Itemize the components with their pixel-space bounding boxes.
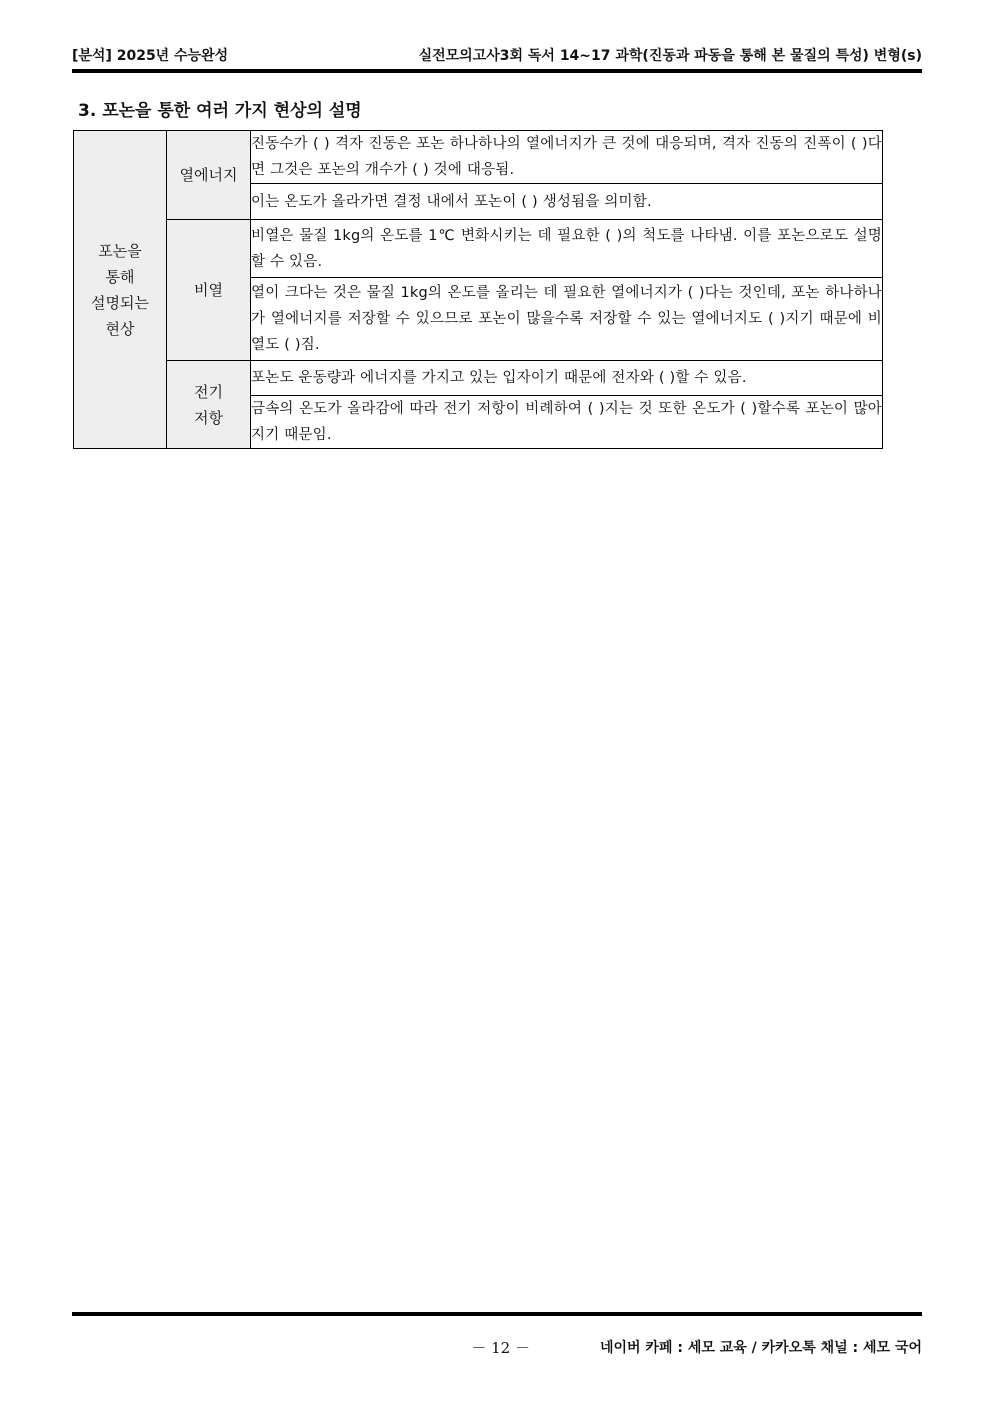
page-number: － 12 － (471, 1339, 530, 1357)
description-cell: 진동수가 ( ) 격자 진동은 포논 하나하나의 열에너지가 큰 것에 대응되며, 격자 진동의 진폭이 ( )다면 그것은 포논의 개수가 ( ) 것에 대응됨. (251, 131, 883, 184)
group-label: 비열 (194, 281, 223, 299)
page-footer (72, 1335, 922, 1359)
page-header (72, 42, 922, 66)
category-label: 포논을 통해 설명되는 현상 (91, 241, 149, 338)
footer-divider (72, 1312, 922, 1316)
section-title: 3. 포논을 통한 여러 가지 현상의 설명 (78, 101, 362, 121)
group-label: 열에너지 (179, 166, 238, 184)
header-divider (72, 69, 922, 73)
group-label-specific-heat (167, 220, 251, 361)
group-label-electrical-resistance (167, 361, 251, 449)
header-left-text: [분석] 2025년 수능완성 (72, 48, 229, 64)
description-cell: 이는 온도가 올라가면 결정 내에서 포논이 ( ) 생성됨을 의미함. (251, 184, 883, 220)
header-right-text: 실전모의고사3회 독서 14~17 과학(진동과 파동을 통해 본 물질의 특성) 변형(s) (418, 48, 922, 64)
description-cell: 비열은 물질 1kg의 온도를 1℃ 변화시키는 데 필요한 ( )의 척도를 나타냄. 이를 포논으로도 설명할 수 있음. (251, 220, 883, 278)
phonon-summary-table (73, 130, 883, 449)
description-cell: 열이 크다는 것은 물질 1kg의 온도를 올리는 데 필요한 열에너지가 ( )다는 것인데, 포논 하나하나가 열에너지를 저장할 수 있으므로 포논이 많을수록 저장할 수 있는 열에너지도 ( )지기 때문에 비열도 ( )짐. (251, 278, 883, 361)
footer-channel-text: 네이버 카페 : 세모 교육 / 카카오톡 채널 : 세모 국어 (599, 1340, 922, 1356)
description-cell: 금속의 온도가 올라감에 따라 전기 저항이 비례하여 ( )지는 것 또한 온도가 ( )할수록 포논이 많아지기 때문임. (251, 396, 883, 449)
description-cell: 포논도 운동량과 에너지를 가지고 있는 입자이기 때문에 전자와 ( )할 수 있음. (251, 361, 883, 396)
category-cell (74, 131, 167, 449)
group-label: 전기 저항 (194, 382, 223, 427)
group-label-heat-energy (167, 131, 251, 220)
